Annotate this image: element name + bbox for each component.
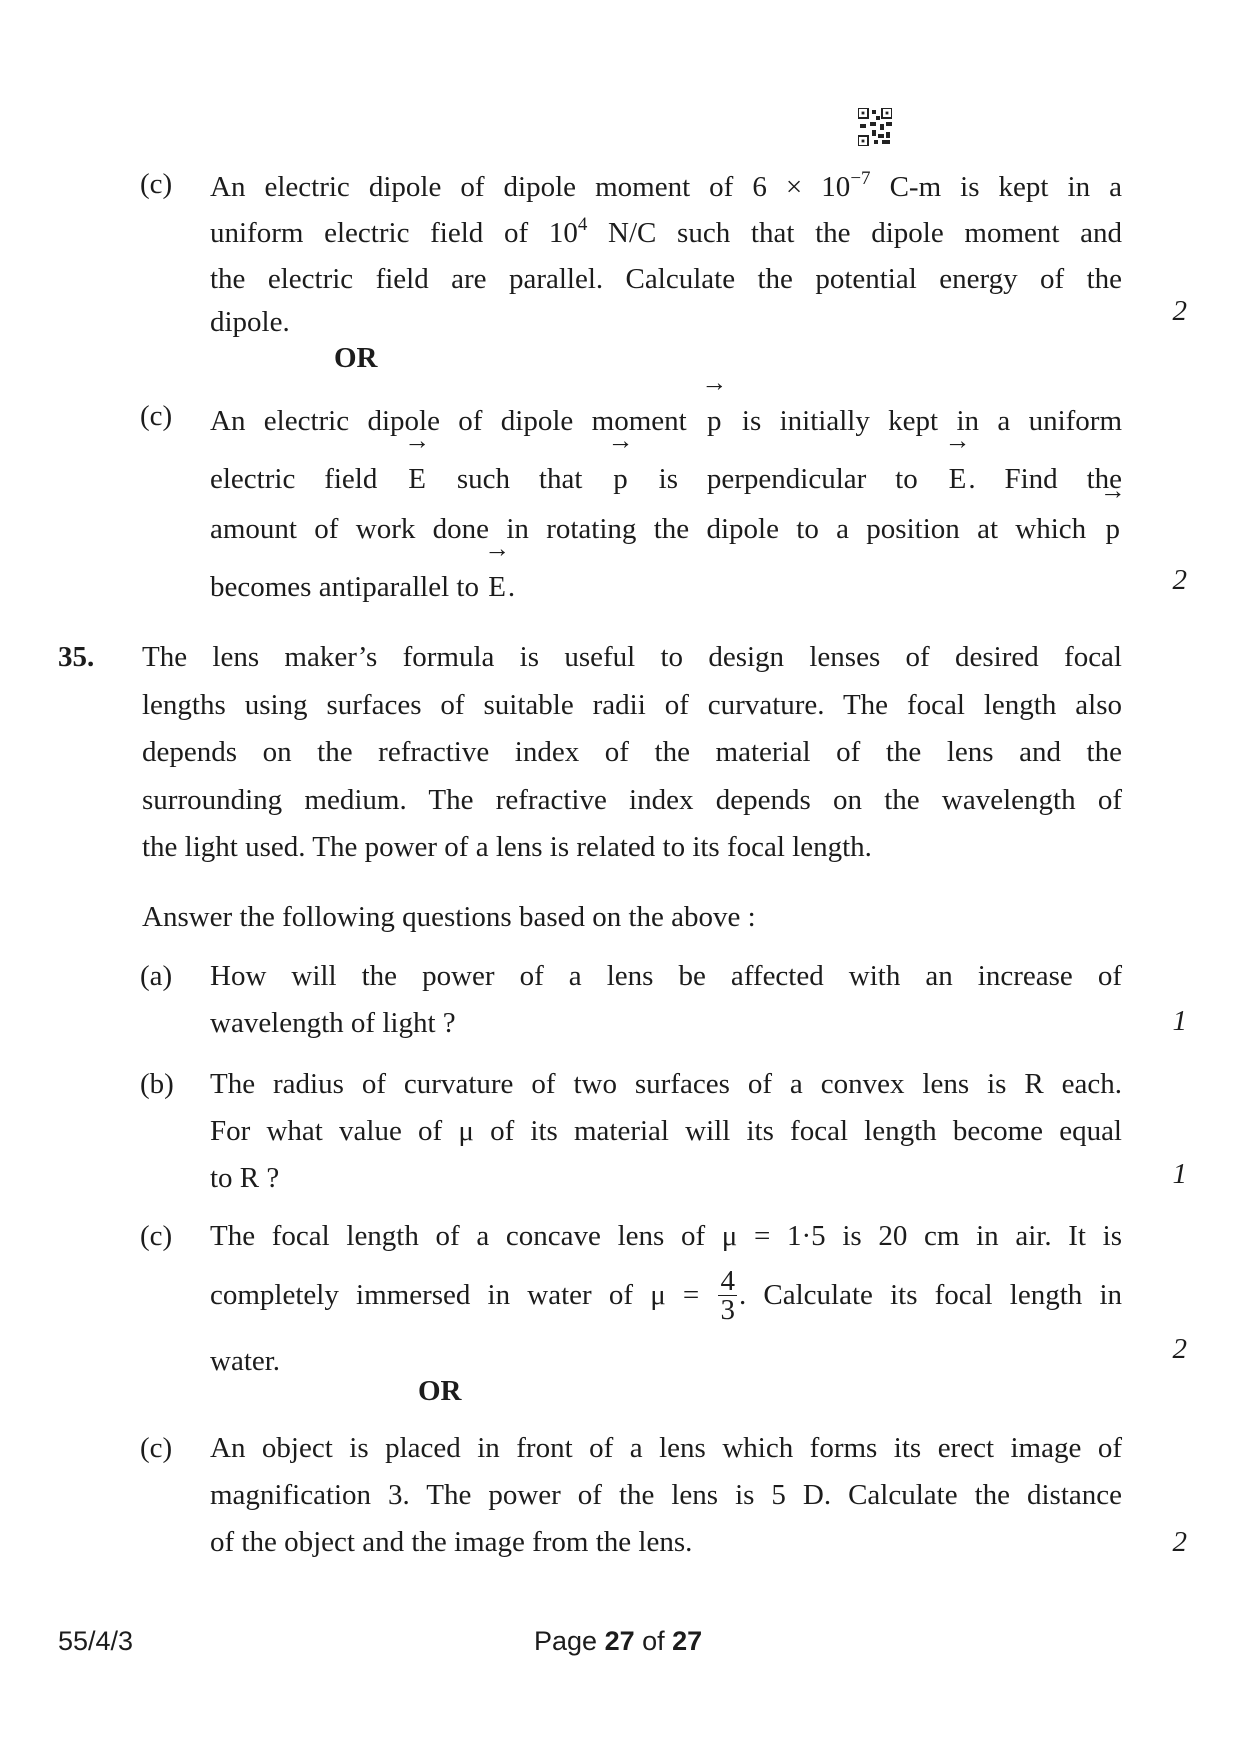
q35-intro-line: depends on the refractive index of the material of the lens and the	[142, 736, 1122, 768]
q35b-line2: For what value of μ of its material will its focal length become equal	[210, 1115, 1122, 1147]
q35c-alt-line2: magnification 3. The power of the lens is 5 D. Calculate the distance	[210, 1479, 1122, 1511]
paper-code: 55/4/3	[58, 1626, 134, 1656]
q34c-alt-line3: amount of work done in rotating the dipole to a position at which → p	[210, 501, 1122, 557]
q34c-alt-line4: becomes antiparallel to → E.	[210, 559, 1122, 615]
q34c-label: (c)	[140, 168, 173, 200]
q35c-line2: completely immersed in water of μ = $\frac{4}{3}$ . Calculate its focal length in	[210, 1264, 1123, 1326]
q35b-marks: 1	[1172, 1158, 1187, 1190]
q35b-line1: The radius of curvature of two surfaces of a convex lens is R each.	[210, 1068, 1122, 1100]
q35c-alt-text	[210, 1425, 1122, 1566]
q35-number: 35.	[58, 641, 95, 673]
q35-intro-line: lengths using surfaces of suitable radii of curvature. The focal length also	[142, 688, 1122, 721]
q35c-label: (c)	[140, 1220, 173, 1252]
q34c-line2: uniform electric field of $10^4$ N/C such that the dipole moment and	[210, 214, 1122, 249]
q35c-text	[210, 1213, 1122, 1385]
q35c-alt-line1: An object is placed in front of a lens which forms its erect image of	[210, 1432, 1122, 1464]
q35a-text	[210, 953, 1122, 1047]
q34c-line3: the electric field are parallel. Calculate the potential energy of the	[210, 263, 1122, 295]
q35c-line1: The focal length of a concave lens of μ = 1·5 is 20 cm in air. It is	[210, 1220, 1122, 1252]
q35b-text	[210, 1061, 1122, 1202]
q34c-alt-text	[210, 393, 1122, 615]
q35-intro-line: surrounding medium. The refractive index depends on the wavelength of	[142, 783, 1122, 816]
q34c-marks: 2	[1172, 295, 1187, 327]
or-separator: OR	[334, 342, 378, 374]
q35a-label: (a)	[140, 960, 173, 992]
q35c-alt-line3: of the object and the image from the lens.	[210, 1526, 693, 1558]
q35-intro-line: the light used. The power of a lens is related to its focal length.	[142, 831, 872, 863]
q34c-alt-line1: An electric dipole of dipole moment → p is initially kept in a uniform	[210, 393, 1122, 449]
q35-instruction: Answer the following questions based on the above :	[142, 901, 756, 933]
fraction-four-thirds: $\frac{4}{3}$	[720, 1264, 735, 1326]
q35a-line1: How will the power of a lens be affected with an increase of	[210, 960, 1122, 992]
q34c-alt-label: (c)	[140, 400, 173, 432]
q35-intro	[142, 634, 1122, 872]
page-number: Page 27 of 27	[534, 1626, 703, 1656]
or-separator: OR	[418, 1375, 462, 1407]
q35-intro-line: The lens maker’s formula is useful to design lenses of desired focal	[142, 641, 1122, 673]
q35a-marks: 1	[1172, 1005, 1187, 1037]
q35b-label: (b)	[140, 1068, 174, 1100]
q35b-line3: to R ?	[210, 1162, 280, 1194]
q34c-line4: dipole.	[210, 306, 290, 338]
q34c-line1: An electric dipole of dipole moment of $6 \times 10^{-7}$ C-m is kept in a	[210, 168, 1122, 203]
q35c-marks: 2	[1172, 1333, 1187, 1365]
qr-code-icon	[858, 108, 892, 146]
q34c-alt-line2: electric field → E such that → p is perpendicular to → E. Find the	[210, 451, 1122, 507]
q35c-line3: water.	[210, 1344, 281, 1377]
q35c-alt-label: (c)	[140, 1432, 173, 1464]
q35c-alt-marks: 2	[1172, 1526, 1187, 1558]
q34c-alt-marks: 2	[1172, 564, 1187, 596]
q34c-text	[210, 166, 1122, 344]
q35a-line2: wavelength of light ?	[210, 1007, 456, 1039]
